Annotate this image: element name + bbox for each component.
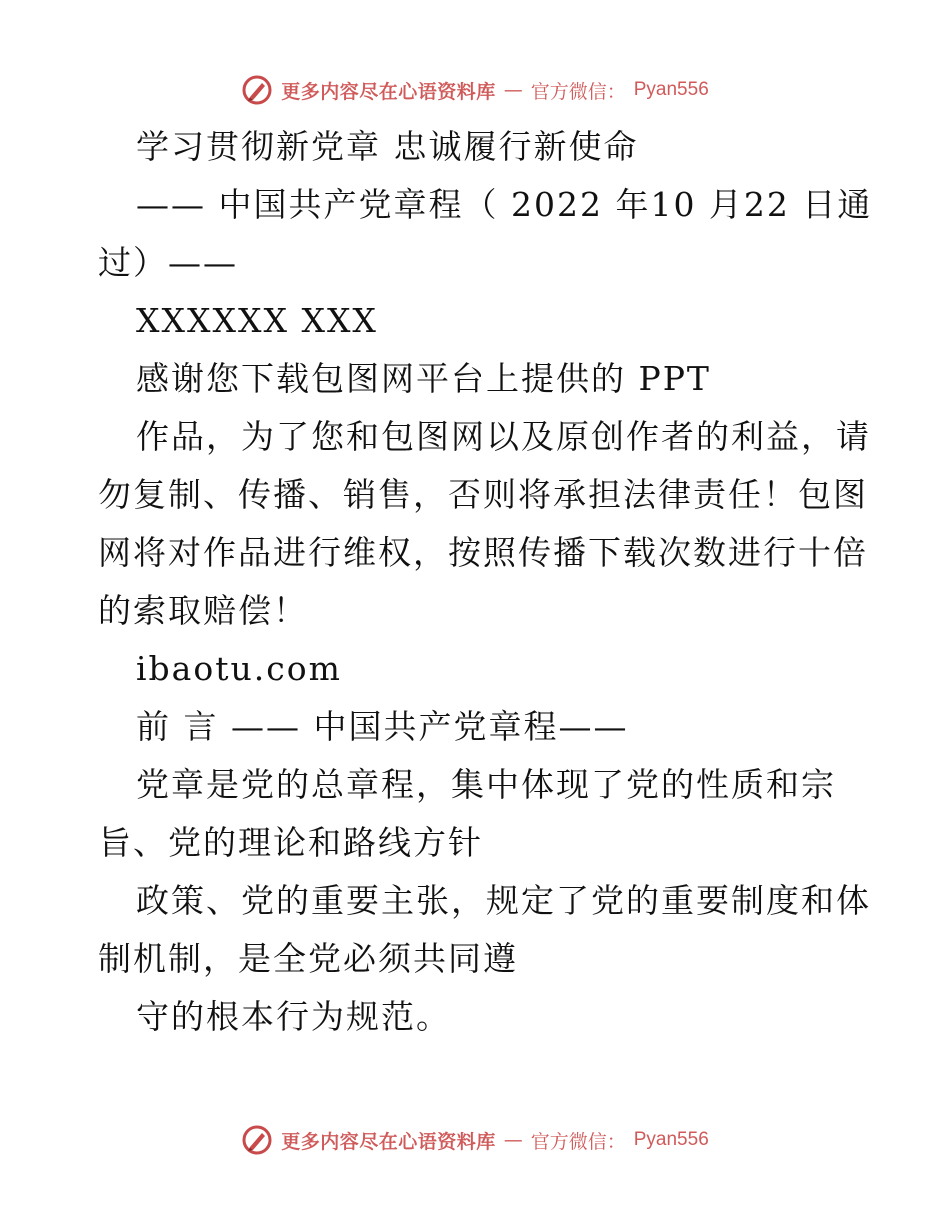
paragraph-line: 网将对作品进行维权，按照传播下载次数进行十倍	[98, 533, 868, 572]
paragraph-line: 感谢您下载包图网平台上提供的 PPT	[136, 359, 711, 398]
document-title: 学习贯彻新党章 忠诚履行新使命	[136, 127, 639, 166]
watermark-wechat-label: 官方微信：	[530, 1130, 626, 1153]
paragraph-line: 党章是党的总章程，集中体现了党的性质和宗	[136, 765, 836, 804]
header-watermark	[0, 70, 950, 110]
watermark-wechat-id: Pyan556	[633, 79, 709, 100]
watermark-text: 更多内容尽在心语资料库	[281, 1130, 496, 1153]
paragraph-line: 的索取赔偿！	[98, 591, 308, 630]
website-line: ibaotu.com	[136, 649, 342, 688]
watermark-text: 更多内容尽在心语资料库	[281, 80, 496, 103]
document-subtitle-continued: 过）——	[98, 243, 238, 282]
footer-watermark	[0, 1120, 950, 1160]
author-line: XXXXXX XXX	[136, 301, 378, 340]
paragraph-line: 政策、党的重要主张，规定了党的重要制度和体	[136, 881, 871, 920]
watermark-separator: —	[503, 79, 523, 101]
paragraph-line: 勿复制、传播、销售，否则将承担法律责任！包图	[98, 475, 868, 514]
watermark-wechat-label: 官方微信：	[530, 80, 626, 103]
document-subtitle: —— 中国共产党章程（ 2022 年10 月22 日通	[136, 185, 873, 224]
paragraph-line: 旨、党的理论和路线方针	[98, 823, 483, 862]
paragraph-line: 制机制，是全党必须共同遵	[98, 939, 518, 978]
watermark-wechat-id: Pyan556	[633, 1129, 709, 1150]
pen-logo-icon	[241, 1124, 273, 1156]
paragraph-line: 守的根本行为规范。	[136, 997, 451, 1036]
document-body	[98, 118, 873, 1046]
section-heading: 前 言 —— 中国共产党章程——	[136, 707, 629, 746]
watermark-separator: —	[503, 1129, 523, 1151]
pen-logo-icon	[241, 74, 273, 106]
paragraph-line: 作品，为了您和包图网以及原创作者的利益，请	[136, 417, 871, 456]
